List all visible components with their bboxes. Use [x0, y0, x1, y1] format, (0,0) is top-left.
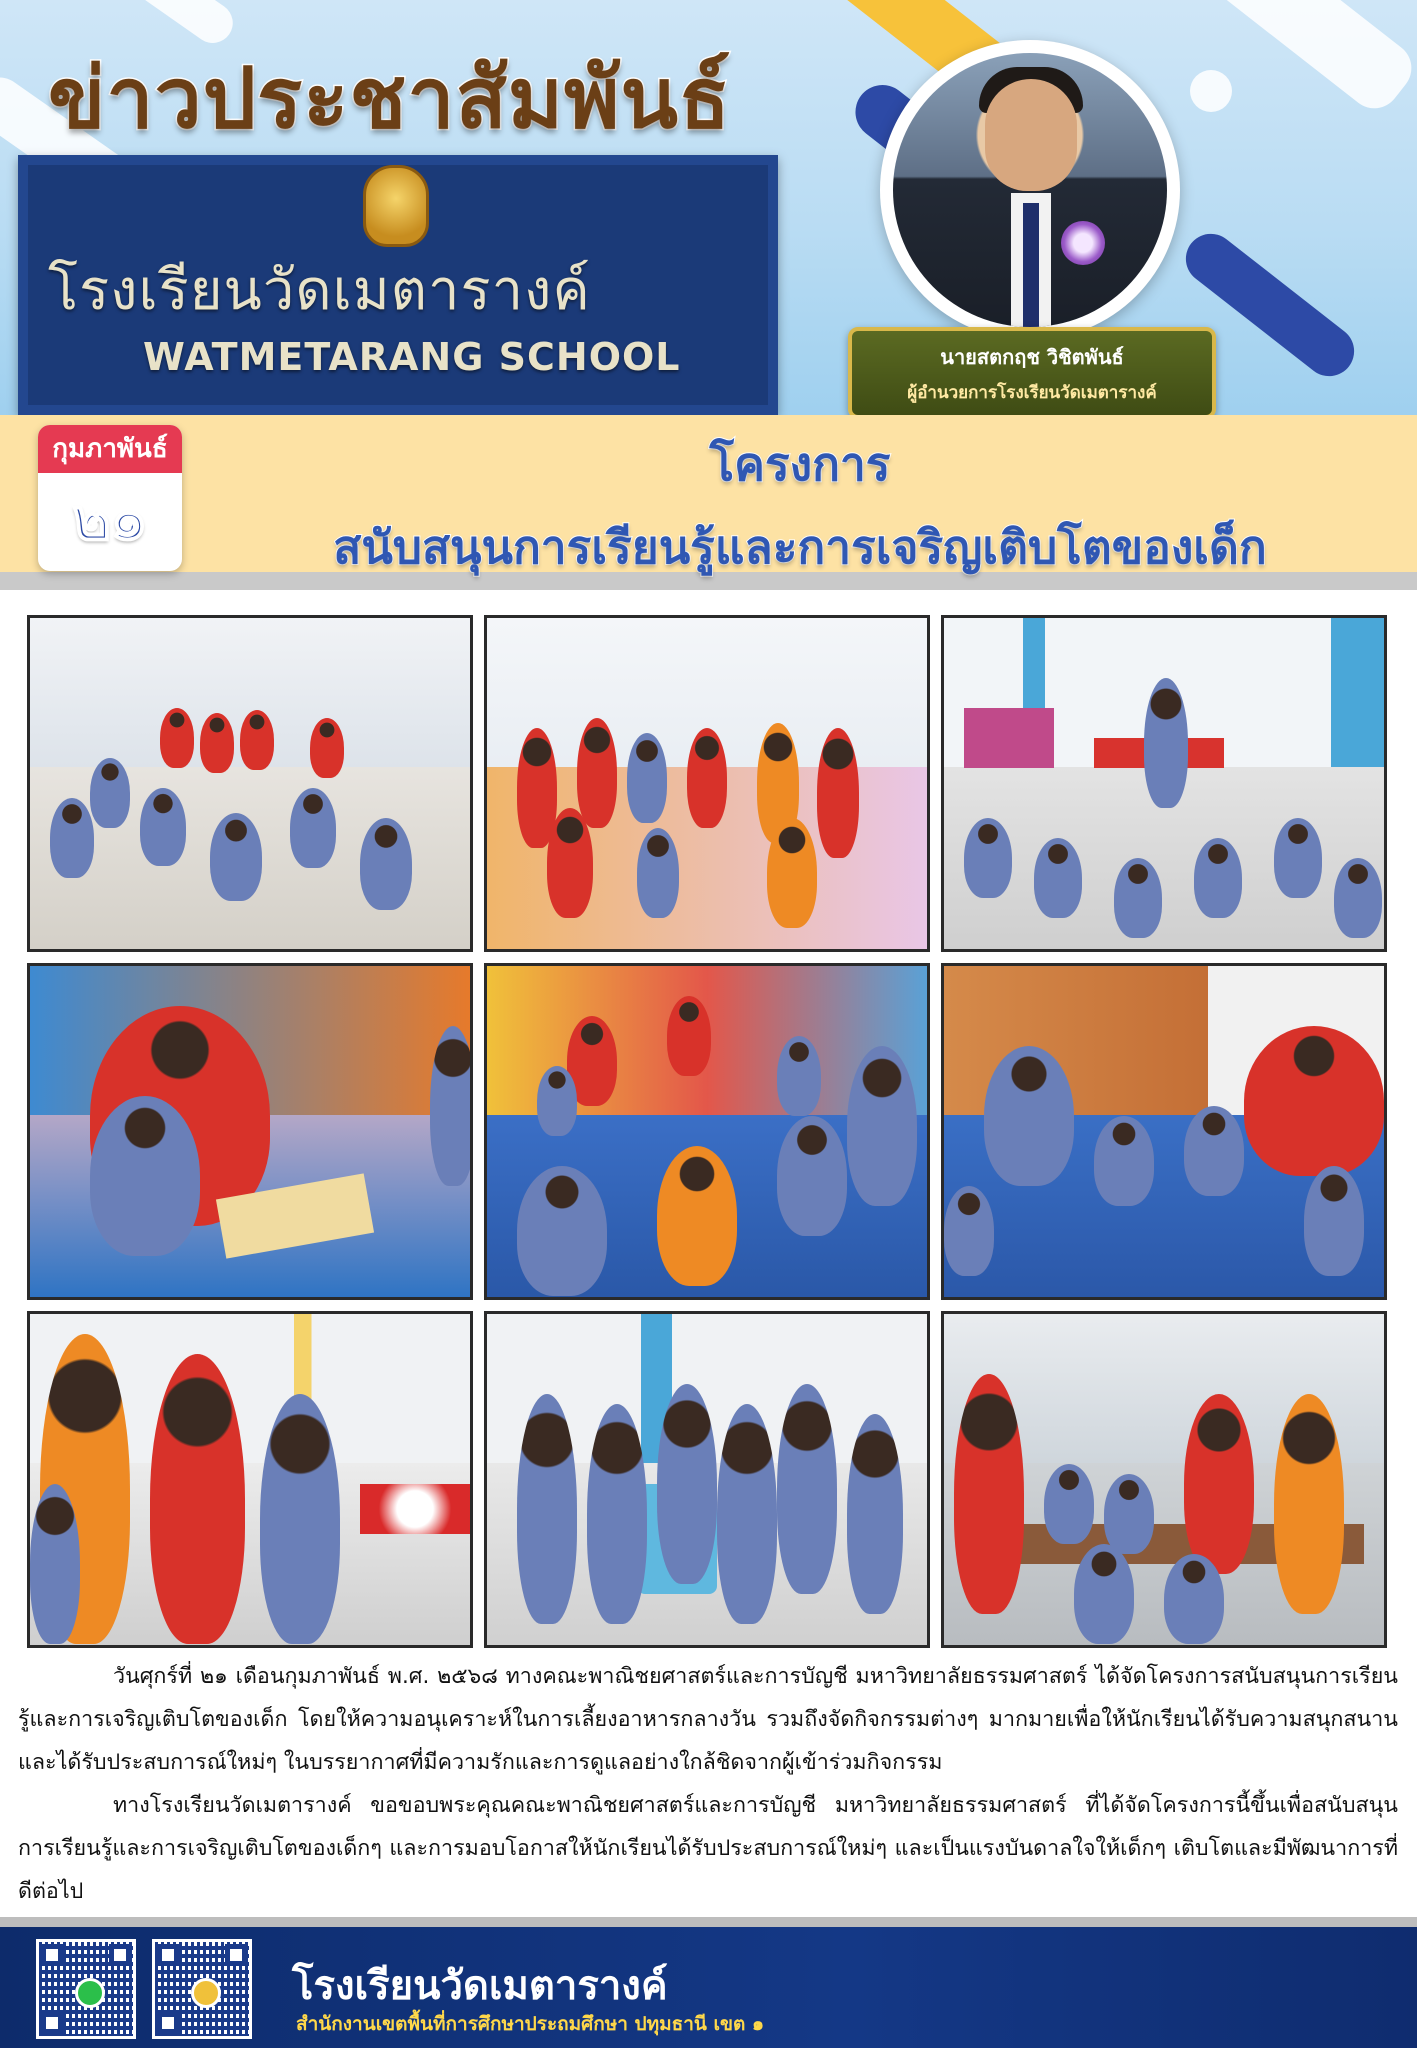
website-qr-code-icon[interactable]	[152, 1939, 252, 2039]
photo-group-hall	[27, 615, 473, 952]
director-nameplate	[848, 327, 1216, 415]
date-month: กุมภาพันธ์	[38, 425, 182, 473]
decorative-dot	[1190, 70, 1232, 112]
project-title-line2: สนับสนุนการเรียนรู้และการเจริญเติบโตของเด็ก	[333, 520, 1267, 574]
news-body	[18, 1655, 1398, 1913]
photo-group-classroom	[484, 615, 930, 952]
photo-grid	[27, 615, 1391, 1648]
line-logo-icon	[75, 1978, 105, 2008]
banner-title: ข่าวประชาสัมพันธ์	[48, 49, 732, 147]
photo-activity-mat	[484, 963, 930, 1300]
news-paragraph-1: วันศุกร์ที่ ๒๑ เดือนกุมภาพันธ์ พ.ศ. ๒๕๖๘ ทางคณะพาณิชยศาสตร์และการบัญชี มหาวิทยาลัยธรรมศาสตร์ ได้จัดโครงการสนับสนุนการเรียนรู้และการเจริญเติบโตของเด็ก โดยให้ความอนุเคราะห์ในการเลี้ยงอาหารกลางวัน รวมถึงจัดกิจกรรมต่างๆ มากมายเพื่อให้นักเรียนได้รับความสนุกสนาน และได้รับประสบการณ์ใหม่ๆ ในบรรยากาศที่มีความรักและการดูแลอย่างใกล้ชิดจากผู้เข้าร่วมกิจกรรม	[18, 1664, 1398, 1775]
school-sign-english: WATMETARANG SCHOOL	[143, 335, 681, 379]
director-portrait	[893, 53, 1167, 327]
project-title-line1: โครงการ	[709, 437, 891, 491]
photo-teacher-speaking	[941, 615, 1387, 952]
photo-reading-with-child	[27, 963, 473, 1300]
divider	[0, 1917, 1417, 1927]
footer-office: สำนักงานเขตพื้นที่การศึกษาประถมศึกษา ปทุมธานี เขต ๑	[296, 2013, 765, 2035]
photo-lunch-time	[941, 1311, 1387, 1648]
line-qr-code-icon[interactable]	[36, 1939, 136, 2039]
director-name: นายสตกฤช วิชิตพันธ์	[940, 345, 1124, 369]
photo-microphone-student	[27, 1311, 473, 1648]
date-day: ๒๑	[72, 485, 148, 553]
news-paragraph-2: ทางโรงเรียนวัดเมตารางค์ ขอขอบพระคุณคณะพาณิชยศาสตร์และการบัญชี มหาวิทยาลัยธรรมศาสตร์ ที่ได้จัดโครงการนี้ขึ้นเพื่อสนับสนุนการเรียนรู้และการเจริญเติบโตของเด็กๆ และการมอบโอกาสให้นักเรียนได้รับประสบการณ์ใหม่ๆ และเป็นแรงบันดาลใจให้เด็กๆ เติบโตและมีพัฒนาการที่ดีต่อไป	[18, 1793, 1398, 1904]
date-badge	[38, 425, 182, 571]
corsage-icon	[1061, 221, 1105, 265]
footer-school-name: โรงเรียนวัดเมตารางค์	[292, 1963, 668, 2009]
school-emblem-icon	[363, 165, 429, 247]
school-logo-icon	[191, 1978, 221, 2008]
school-sign-thai: โรงเรียนวัดเมตารางค์	[48, 258, 591, 323]
photo-musical-chairs	[484, 1311, 930, 1648]
director-title: ผู้อำนวยการโรงเรียนวัดเมตารางค์	[907, 383, 1157, 403]
project-title	[300, 428, 1300, 584]
footer	[0, 1917, 1417, 2048]
photo-coloring-activity	[941, 963, 1387, 1300]
header-banner	[0, 0, 1417, 415]
school-sign	[18, 155, 778, 415]
